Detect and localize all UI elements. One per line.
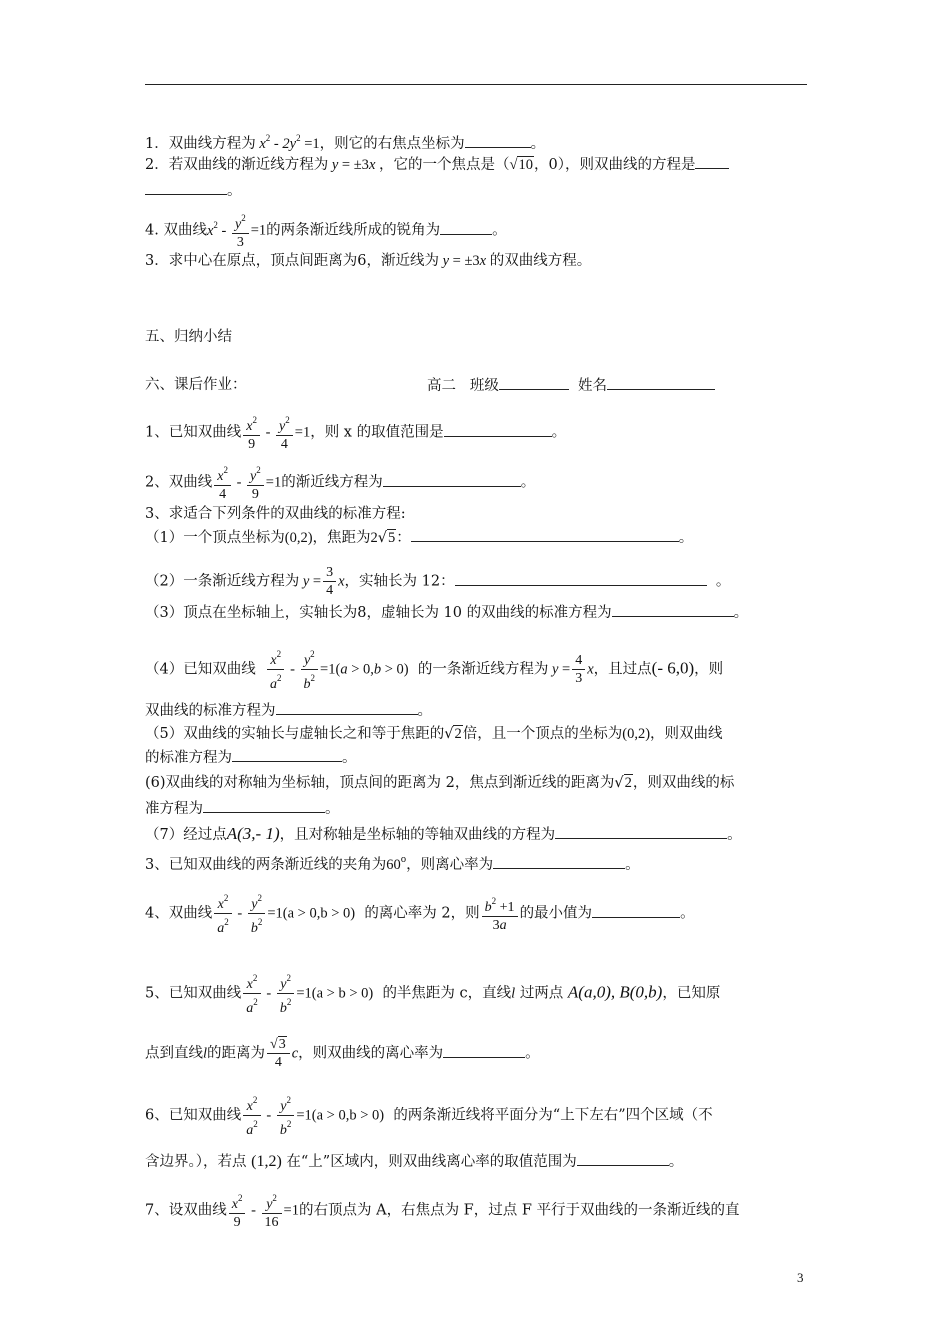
q4-fraction: $\frac{y^2}{3}$ [232, 210, 249, 251]
h6-fraction-y: $\frac{y^2}{b^2}$ [277, 1092, 295, 1139]
q4-equation: $x^2$ - [206, 219, 230, 239]
h2-line: 2、双曲线 $\frac{x^2}{4}$ - $\frac{y^2}{9}$ =1的渐近线方程为 。 [145, 462, 535, 503]
h3-p6-sqrt: √2 [614, 775, 632, 791]
h3-p2-answer-blank[interactable] [455, 571, 707, 586]
h6-answer-blank[interactable] [577, 1151, 669, 1166]
q3-line: 3．求中心在原点，顶点间距离为6，渐近线为 y = ±3x 的双曲线方程。 [145, 253, 592, 269]
h2-fraction-x: $\frac{x^2}{4}$ [214, 462, 231, 503]
q4-line: 4. 双曲线$x^2$ - $\frac{y^2}{3}$ =1的两条渐近线所成的锐角为 。 [145, 210, 507, 251]
h4-line: 4、双曲线 $\frac{x^2}{a^2}$ - $\frac{y^2}{b^2}$ =1(a > 0,b > 0) 的离心率为 2，则 $\frac{b^2 +1}{3a}$ 的最小值为 。 [145, 890, 695, 937]
h3b-line: 3、已知双曲线的两条渐近线的夹角为60$^o$，则离心率为 。 [145, 855, 640, 873]
q3-asymptote: y = ±3x [438, 253, 490, 269]
h5-line: 5、已知双曲线 $\frac{x^2}{a^2}$ - $\frac{y^2}{b^2}$ =1(a > b > 0) 的半焦距为 c，直线l 过两点 A(a,0), B(0,b)，已知原 [145, 970, 720, 1017]
h5-fraction-x: $\frac{x^2}{a^2}$ [243, 970, 261, 1017]
h3-part6: (6)双曲线的对称轴为坐标轴，顶点间的距离为 2，焦点到渐近线的距离为√2，则双曲线的标 [145, 775, 735, 791]
h6-fraction-x: $\frac{x^2}{a^2}$ [243, 1092, 261, 1139]
h5-distance: $\frac{√3}{4}$ [267, 1036, 290, 1071]
h1-fraction-y: $\frac{y^2}{4}$ [276, 412, 293, 453]
q2-line: 2．若双曲线的渐近线方程为 y = ±3x ，它的一个焦点是（√10，0），则双曲线的方程是 [145, 154, 729, 175]
h7-fraction-x: $\frac{x^2}{9}$ [229, 1190, 246, 1231]
h3b-answer-blank[interactable] [493, 854, 625, 869]
h6-line: 6、已知双曲线 $\frac{x^2}{a^2}$ - $\frac{y^2}{b^2}$ =1(a > 0,b > 0) 的两条渐近线将平面分为“上下左右”四个区域（不 [145, 1092, 713, 1139]
h5-answer-blank[interactable] [443, 1043, 525, 1058]
q2-asymptote: y = ±3x [328, 157, 379, 173]
h6-line2: 含边界。），若点 (1,2) 在“上”区域内，则双曲线离心率的取值范围为 。 [145, 1153, 684, 1170]
h3-p5-sqrt: √2 [444, 726, 462, 742]
h3-part2: （2）一条渐近线方程为 y = $\frac{3}{4}$ x，实轴长为 12： 。 [145, 565, 731, 598]
h5-line2: 点到直线l的距离为 $\frac{√3}{4}$ c，则双曲线的离心率为 。 [145, 1037, 540, 1070]
h2-answer-blank[interactable] [383, 472, 521, 487]
name-field[interactable] [607, 375, 715, 390]
section-5-title: 五、归纳小结 [145, 329, 232, 345]
h2-fraction-y: $\frac{y^2}{9}$ [247, 462, 264, 503]
h3-part1: （1）一个顶点坐标为(0,2)，焦距为2√5： 。 [145, 527, 693, 548]
class-field[interactable] [499, 375, 569, 390]
section-6-header: 六、课后作业： 高二 班级 姓名 [145, 375, 745, 395]
q2-answer-blank-1[interactable] [695, 154, 729, 169]
h3-part5-line2: 的标准方程为 。 [145, 747, 357, 768]
h3-p4-slope: $\frac{4}{3}$ [572, 652, 585, 687]
q2-answer-blank-2[interactable] [145, 180, 227, 195]
h3-part4: （4）已知双曲线 $\frac{x^2}{a^2}$ - $\frac{y^2}{b^2}$ =1(a > 0,b > 0) 的一条渐近线方程为 y = $\frac{4}{3}$ x，且过点(- 6,0)，则 [145, 646, 723, 693]
h3-p1-answer-blank[interactable] [411, 527, 679, 542]
h5-fraction-y: $\frac{y^2}{b^2}$ [277, 970, 295, 1017]
h4-answer-blank[interactable] [592, 903, 680, 918]
h3-part7: （7）经过点A(3,- 1)，且对称轴是坐标轴的等轴双曲线的方程为 。 [145, 824, 742, 843]
q1-line: 1．双曲线方程为 $x^2 - 2y^2 =1$，则它的右焦点坐标为 。 [145, 133, 546, 152]
h3-p4-answer-blank[interactable] [276, 700, 418, 715]
h7-line: 7、设双曲线 $\frac{x^2}{9}$ - $\frac{y^2}{16}$ =1的右顶点为 A，右焦点为 F，过点 F 平行于双曲线的一条渐近线的直 [145, 1190, 740, 1231]
q2-line2: 。 [145, 180, 242, 201]
h3-part3: （3）顶点在坐标轴上，实轴长为8，虚轴长为 10 的双曲线的标准方程为 。 [145, 602, 748, 623]
h3-part4-line2: 双曲线的标准方程为 。 [145, 700, 432, 721]
h4-fraction-y: $\frac{y^2}{b^2}$ [248, 890, 266, 937]
h3-p3-answer-blank[interactable] [612, 602, 734, 617]
h1-answer-blank[interactable] [444, 422, 552, 437]
h3-p7-answer-blank[interactable] [555, 824, 727, 839]
h3-part5: （5）双曲线的实轴长与虚轴长之和等于焦距的√2倍，且一个顶点的坐标为(0,2)，则双曲线 [145, 726, 723, 742]
q4-answer-blank[interactable] [440, 220, 492, 235]
header-rule [145, 84, 807, 85]
h7-fraction-y: $\frac{y^2}{16}$ [262, 1190, 282, 1231]
q1-answer-blank[interactable] [465, 133, 531, 148]
h3-part6-line2: 准方程为 。 [145, 798, 340, 819]
h3-p4-fraction-x: $\frac{x^2}{a^2}$ [267, 646, 285, 693]
h3-p5-answer-blank[interactable] [232, 747, 342, 762]
h3-p1-sqrt: √5 [377, 530, 396, 546]
h1-fraction-x: $\frac{x^2}{9}$ [243, 412, 260, 453]
h3-p6-answer-blank[interactable] [203, 798, 325, 813]
h3-intro: 3、求适合下列条件的双曲线的标准方程: [145, 506, 406, 522]
h4-expression: $\frac{b^2 +1}{3a}$ [482, 893, 518, 934]
h3-p4-fraction-y: $\frac{y^2}{b^2}$ [301, 646, 319, 693]
h4-fraction-x: $\frac{x^2}{a^2}$ [214, 890, 232, 937]
q2-sqrt: √10 [509, 157, 533, 173]
q1-equation: $x^2 - 2y^2 =1$ [255, 133, 320, 152]
page-number: 3 [797, 1270, 804, 1285]
h3-p2-fraction: $\frac{3}{4}$ [323, 564, 336, 599]
h1-line: 1、已知双曲线 $\frac{x^2}{9}$ - $\frac{y^2}{4}$ =1，则 x 的取值范围是 。 [145, 412, 566, 453]
